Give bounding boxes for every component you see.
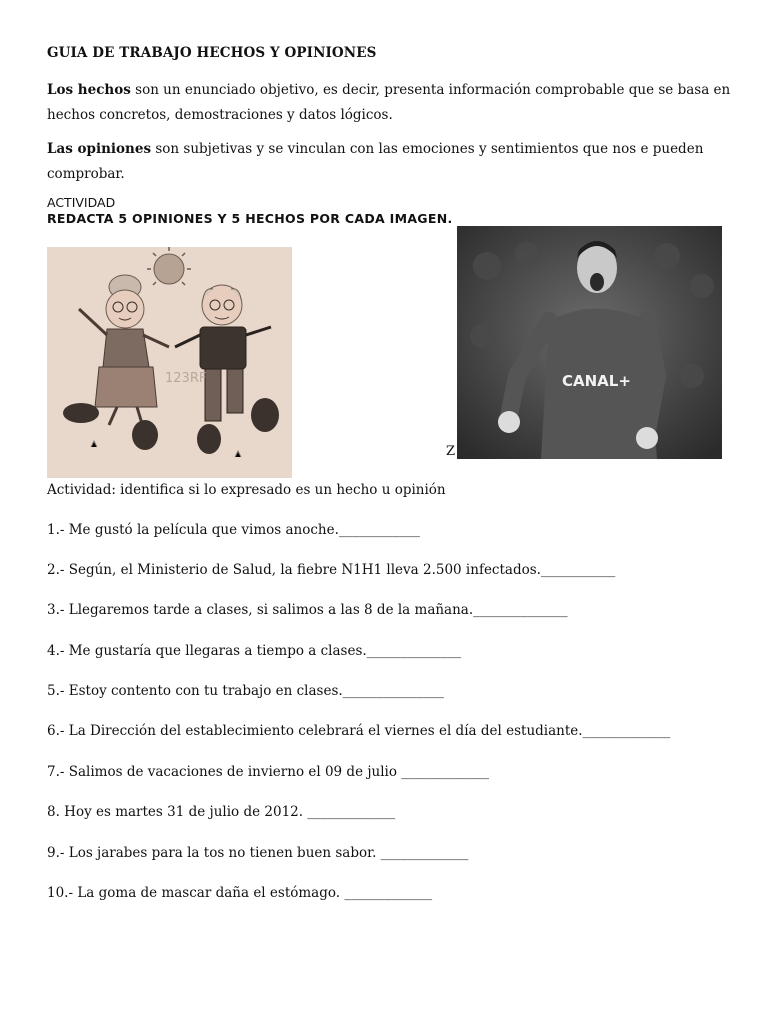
activity-instruction: REDACTA 5 OPINIONES Y 5 HECHOS POR CADA IMAGEN. [47,211,453,226]
opiniones-definition [47,137,737,187]
watermark-text: 123RF [165,371,207,386]
page-title: GUIA DE TRABAJO HECHOS Y OPINIONES [47,45,377,61]
activity-label: ACTIVIDAD [47,195,116,210]
statement-item: 3.- Llegaremos tarde a clases, si salimos a las 8 de la mañana.______________ [47,602,568,618]
grandparents-illustration [47,247,292,478]
statement-item: 1.- Me gustó la película que vimos anoche.____________ [47,522,420,538]
opiniones-text: son subjetivas y se vinculan con las emociones y sentimientos que nos e pueden comprobar. [47,141,704,182]
statement-item: 2.- Según, el Ministerio de Salud, la fiebre N1H1 lleva 2.500 infectados.___________ [47,562,616,578]
stray-letter: Z [446,444,456,459]
jersey-sponsor-text: CANAL+ [562,372,631,390]
footballer-photo [457,226,722,459]
activity-intro: Actividad: identifica si lo expresado es un hecho u opinión [47,482,446,498]
statement-item: 4.- Me gustaría que llegaras a tiempo a clases.______________ [47,643,462,659]
statement-item: 7.- Salimos de vacaciones de invierno el 09 de julio _____________ [47,764,490,780]
statement-item: 10.- La goma de mascar daña el estómago. _____________ [47,885,433,901]
opiniones-term: Las opiniones [47,141,152,157]
hechos-term: Los hechos [47,82,131,98]
hechos-text: son un enunciado objetivo, es decir, presenta información comprobable que se basa en hechos concretos, demostraciones y datos lógicos. [47,82,731,123]
statement-item: 9.- Los jarabes para la tos no tienen buen sabor. _____________ [47,845,469,861]
hechos-definition [47,78,737,128]
statement-item: 8. Hoy es martes 31 de julio de 2012. _____________ [47,804,396,820]
statement-item: 6.- La Dirección del establecimiento celebrará el viernes el día del estudiante._____________ [47,723,671,739]
statement-item: 5.- Estoy contento con tu trabajo en clases._______________ [47,683,444,699]
